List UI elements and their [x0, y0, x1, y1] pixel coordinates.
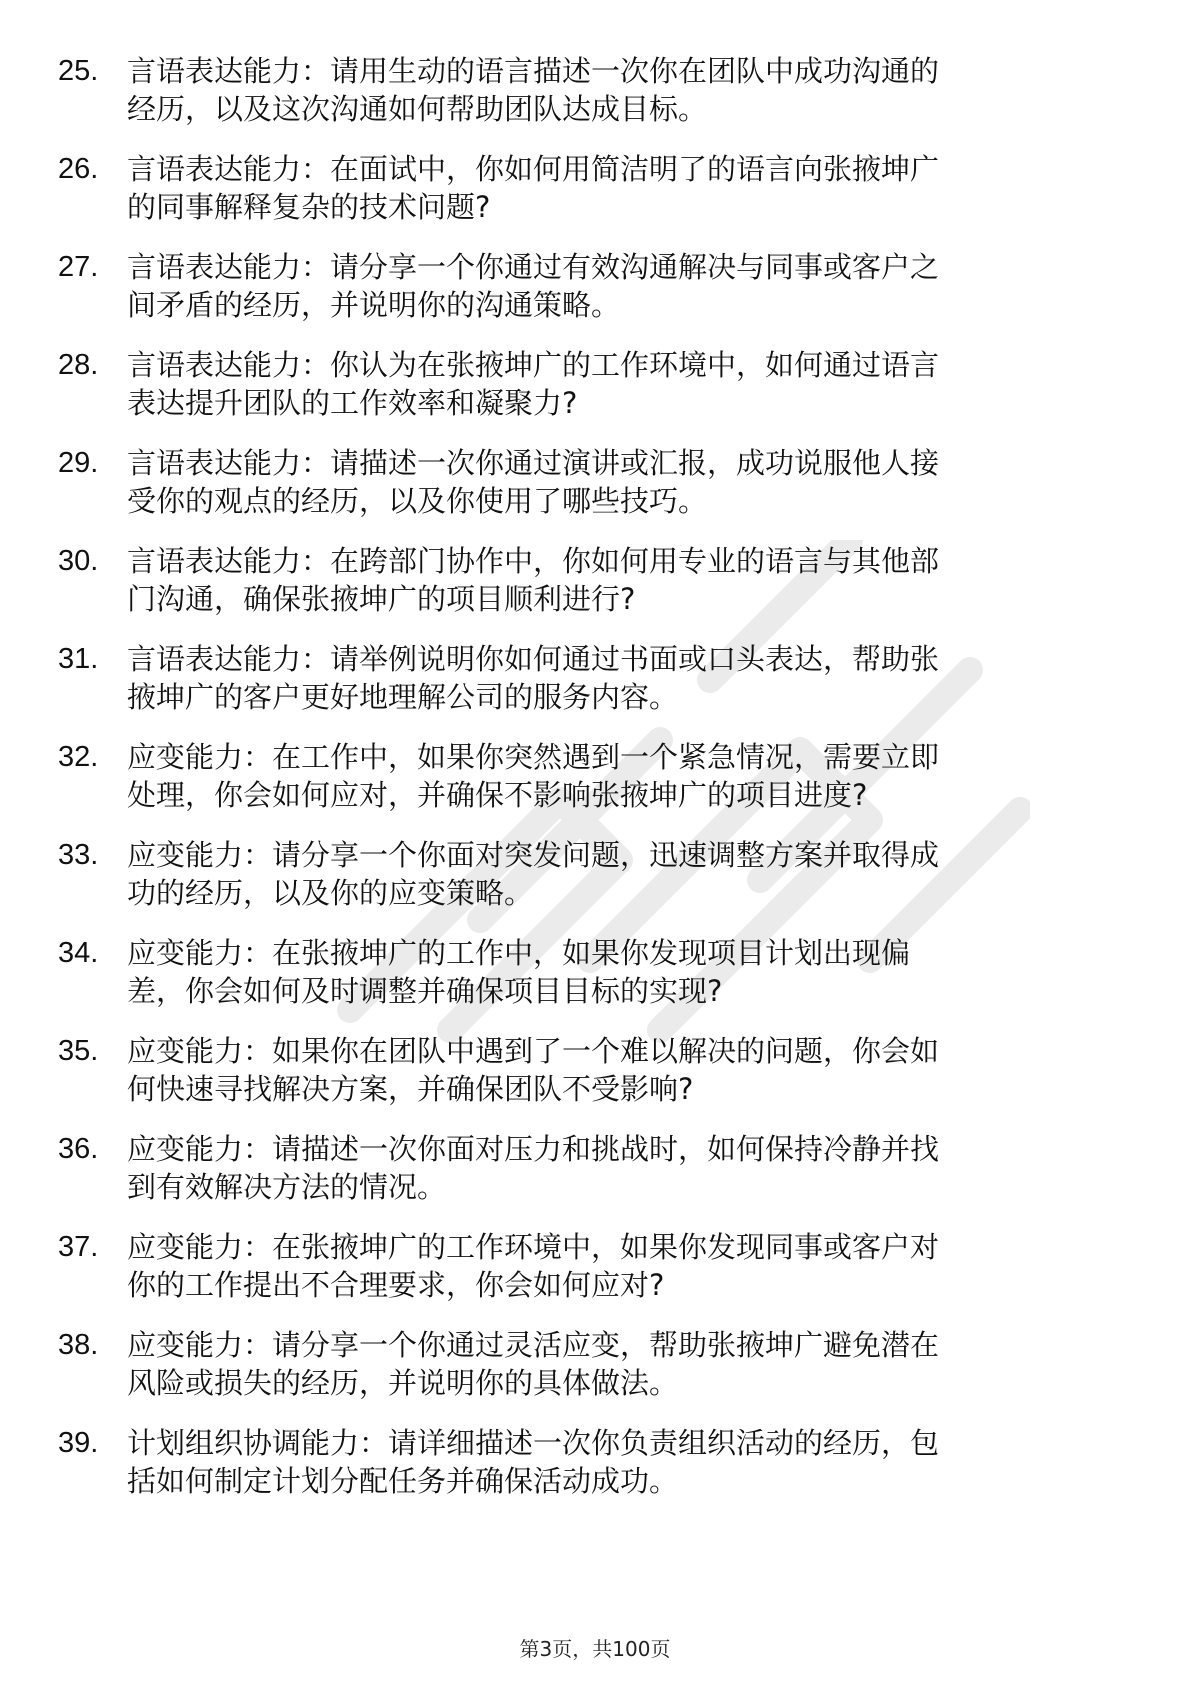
question-line-1: 应变能力：在张掖坤广的工作环境中，如果你发现同事或客户对	[127, 1230, 940, 1264]
question-line-1: 应变能力：请分享一个你通过灵活应变，帮助张掖坤广避免潜在	[127, 1328, 940, 1362]
question-line-2: 差，你会如何及时调整并确保项目目标的实现?	[127, 974, 723, 1008]
question-item	[0, 444, 1190, 540]
question-line-2: 掖坤广的客户更好地理解公司的服务内容。	[127, 680, 679, 714]
question-number: 35.	[58, 1035, 99, 1067]
question-text	[127, 1424, 1127, 1500]
question-number: 26.	[58, 153, 99, 185]
question-line-2: 括如何制定计划分配任务并确保活动成功。	[127, 1464, 679, 1498]
question-text	[127, 836, 1127, 912]
question-text	[127, 52, 1127, 128]
question-text	[127, 1228, 1127, 1304]
question-item	[0, 542, 1190, 638]
question-number: 36.	[58, 1133, 99, 1165]
question-line-1: 应变能力：如果你在团队中遇到了一个难以解决的问题，你会如	[127, 1034, 940, 1068]
question-text	[127, 346, 1127, 422]
question-line-2: 表达提升团队的工作效率和凝聚力?	[127, 386, 578, 420]
question-line-2: 何快速寻找解决方案，并确保团队不受影响?	[127, 1072, 694, 1106]
question-line-1: 言语表达能力：请分享一个你通过有效沟通解决与同事或客户之	[127, 250, 940, 284]
question-text	[127, 934, 1127, 1010]
question-number: 30.	[58, 545, 99, 577]
question-number: 25.	[58, 55, 99, 87]
question-item	[0, 52, 1190, 148]
question-line-1: 应变能力：请描述一次你面对压力和挑战时，如何保持冷静并找	[127, 1132, 940, 1166]
question-text	[127, 1032, 1127, 1108]
question-text	[127, 444, 1127, 520]
question-line-1: 言语表达能力：在跨部门协作中，你如何用专业的语言与其他部	[127, 544, 940, 578]
question-line-2: 功的经历，以及你的应变策略。	[127, 876, 534, 910]
question-text	[127, 1130, 1127, 1206]
question-number: 39.	[58, 1427, 99, 1459]
question-line-1: 应变能力：请分享一个你面对突发问题，迅速调整方案并取得成	[127, 838, 940, 872]
question-list	[0, 52, 1190, 1522]
question-line-2: 到有效解决方法的情况。	[127, 1170, 447, 1204]
question-number: 32.	[58, 741, 99, 773]
question-line-2: 间矛盾的经历，并说明你的沟通策略。	[127, 288, 621, 322]
question-item	[0, 150, 1190, 246]
question-line-1: 应变能力：在工作中，如果你突然遇到一个紧急情况，需要立即	[127, 740, 940, 774]
question-number: 29.	[58, 447, 99, 479]
question-number: 27.	[58, 251, 99, 283]
question-line-1: 言语表达能力：请举例说明你如何通过书面或口头表达，帮助张	[127, 642, 940, 676]
question-line-2: 的同事解释复杂的技术问题?	[127, 190, 491, 224]
question-item	[0, 1424, 1190, 1520]
question-item	[0, 934, 1190, 1030]
question-line-1: 言语表达能力：你认为在张掖坤广的工作环境中，如何通过语言	[127, 348, 940, 382]
page-footer: 第3页，共100页	[519, 1637, 671, 1661]
question-line-1: 言语表达能力：在面试中，你如何用简洁明了的语言向张掖坤广	[127, 152, 940, 186]
question-text	[127, 150, 1127, 226]
question-line-1: 言语表达能力：请用生动的语言描述一次你在团队中成功沟通的	[127, 54, 940, 88]
question-line-2: 处理，你会如何应对，并确保不影响张掖坤广的项目进度?	[127, 778, 868, 812]
question-item	[0, 1326, 1190, 1422]
question-line-2: 你的工作提出不合理要求，你会如何应对?	[127, 1268, 665, 1302]
question-line-2: 门沟通，确保张掖坤广的项目顺利进行?	[127, 582, 636, 616]
question-item	[0, 1032, 1190, 1128]
question-item	[0, 836, 1190, 932]
question-text	[127, 738, 1127, 814]
question-number: 31.	[58, 643, 99, 675]
question-text	[127, 248, 1127, 324]
question-number: 34.	[58, 937, 99, 969]
question-item	[0, 640, 1190, 736]
question-text	[127, 640, 1127, 716]
question-line-2: 风险或损失的经历，并说明你的具体做法。	[127, 1366, 679, 1400]
question-item	[0, 248, 1190, 344]
question-line-2: 受你的观点的经历，以及你使用了哪些技巧。	[127, 484, 708, 518]
question-text	[127, 1326, 1127, 1402]
question-line-2: 经历，以及这次沟通如何帮助团队达成目标。	[127, 92, 708, 126]
question-number: 28.	[58, 349, 99, 381]
question-item	[0, 1228, 1190, 1324]
question-line-1: 言语表达能力：请描述一次你通过演讲或汇报，成功说服他人接	[127, 446, 940, 480]
question-item	[0, 346, 1190, 442]
question-line-1: 计划组织协调能力：请详细描述一次你负责组织活动的经历，包	[127, 1426, 940, 1460]
question-number: 38.	[58, 1329, 99, 1361]
question-item	[0, 738, 1190, 834]
question-line-1: 应变能力：在张掖坤广的工作中，如果你发现项目计划出现偏	[127, 936, 911, 970]
question-item	[0, 1130, 1190, 1226]
question-number: 33.	[58, 839, 99, 871]
question-text	[127, 542, 1127, 618]
question-number: 37.	[58, 1231, 99, 1263]
